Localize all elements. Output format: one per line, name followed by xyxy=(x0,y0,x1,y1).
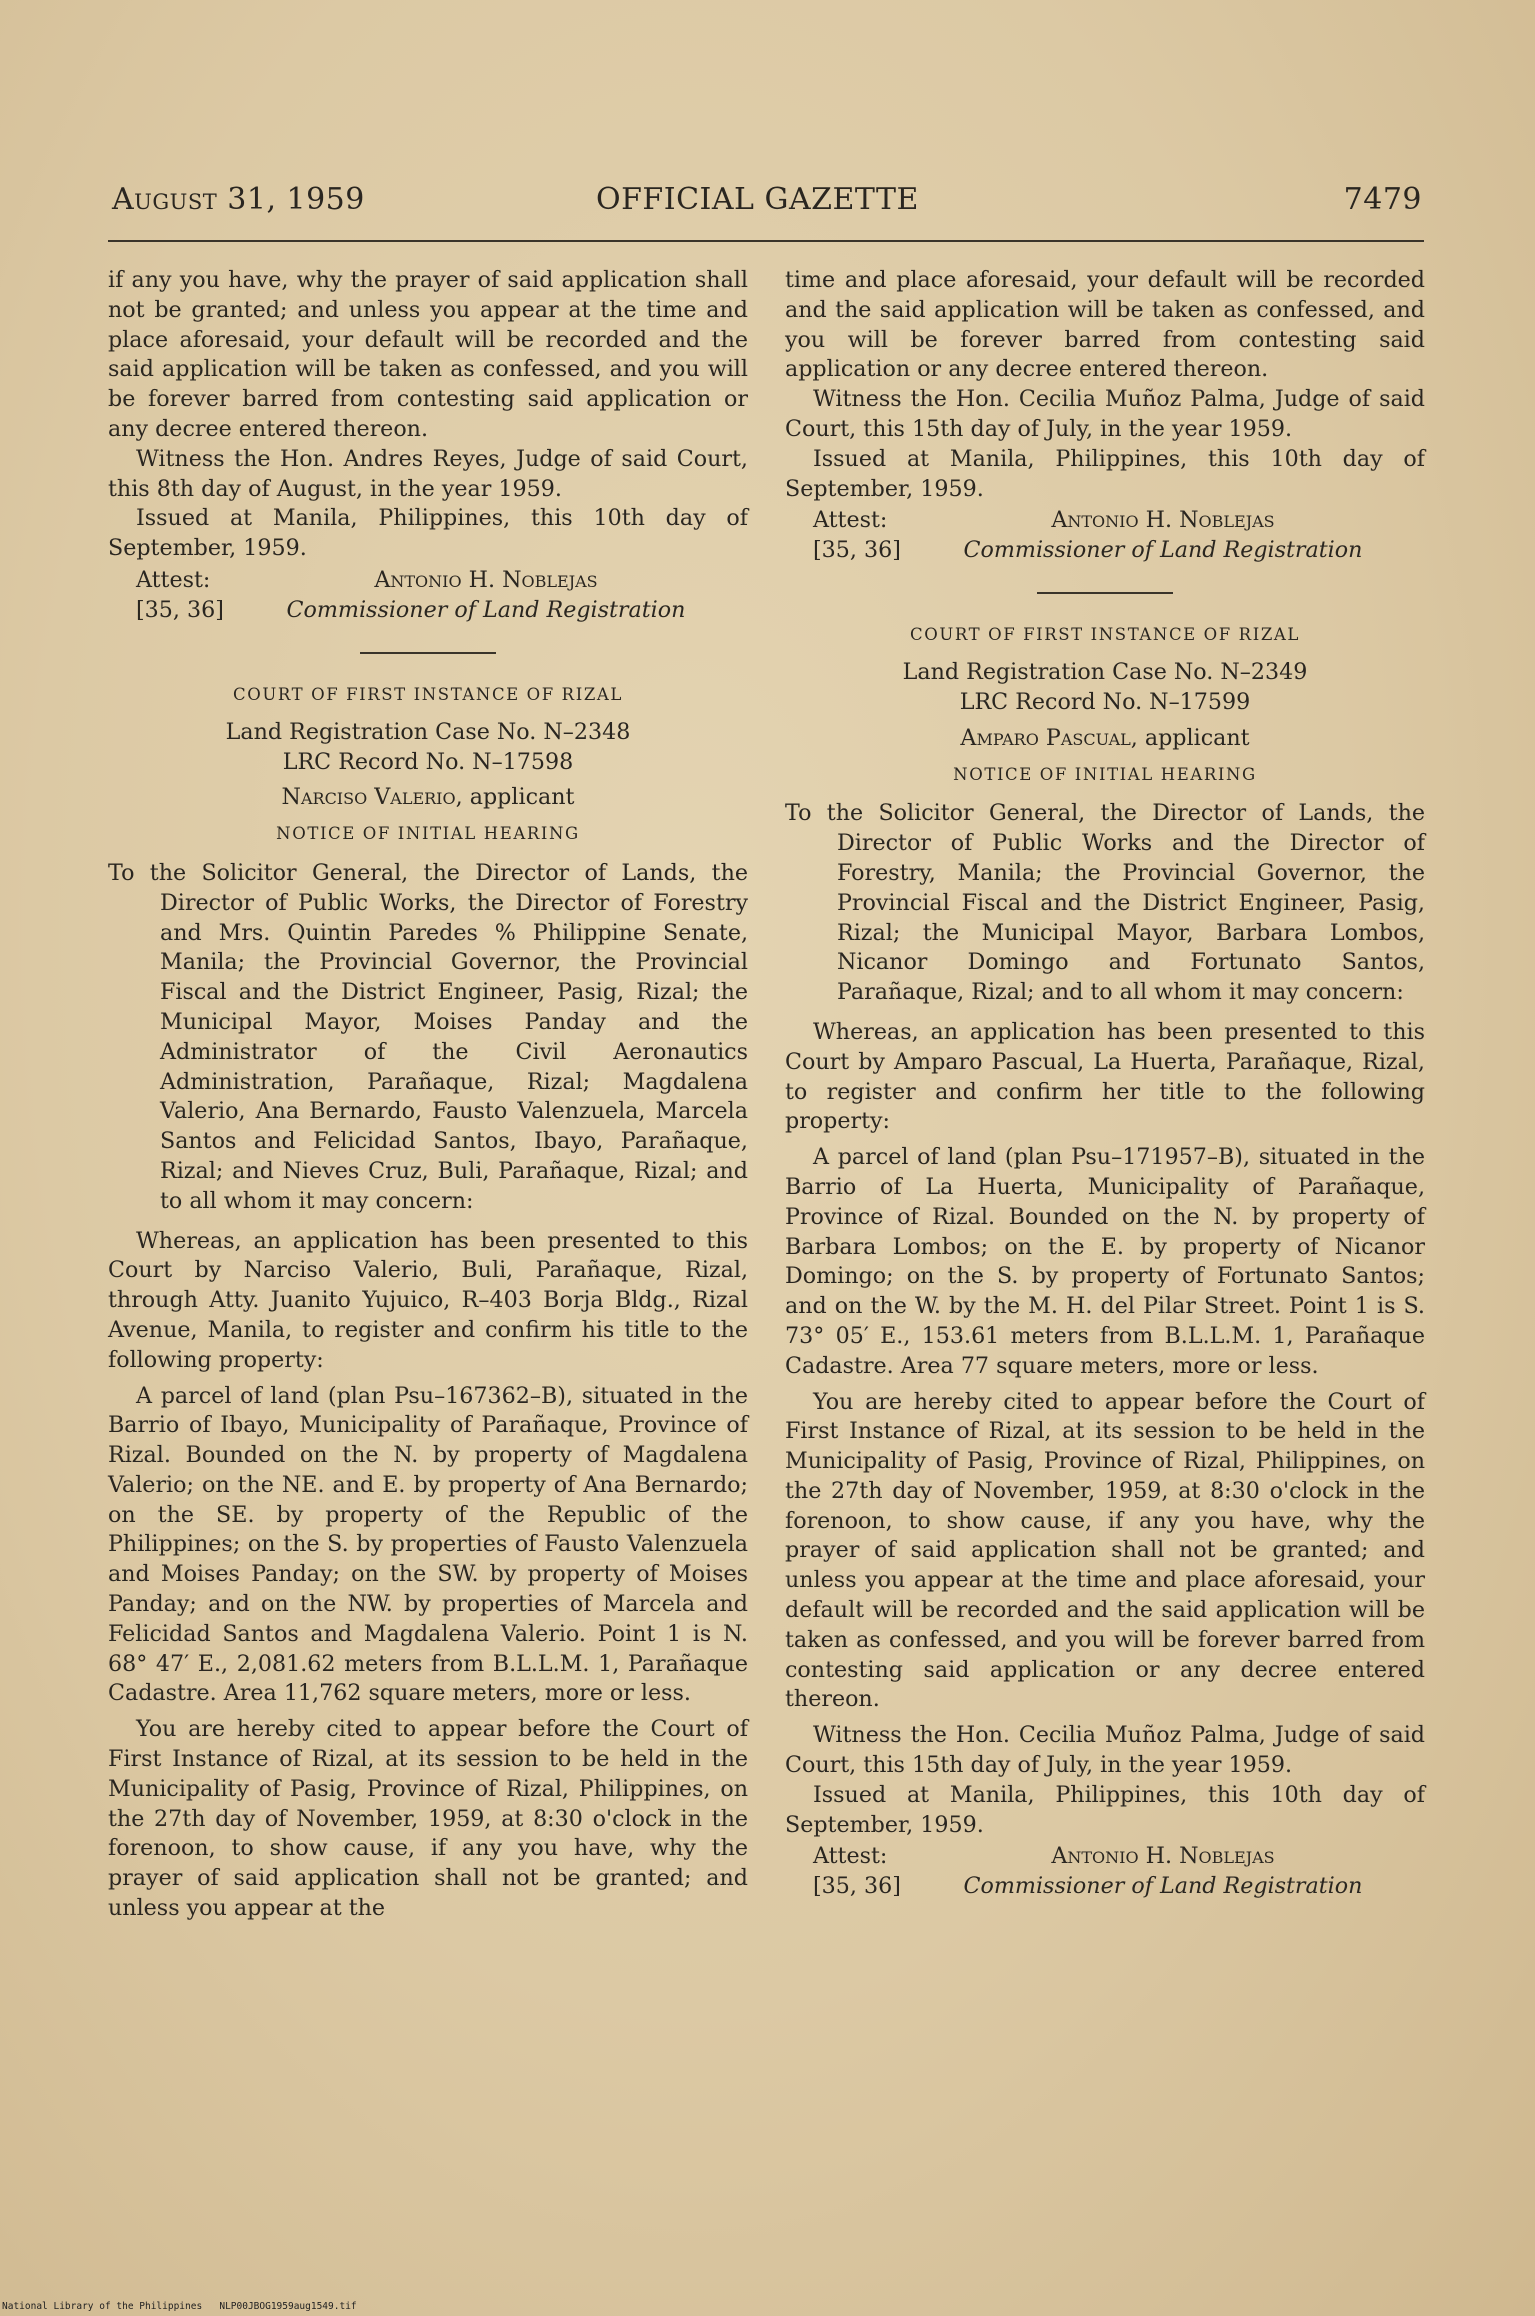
section-divider xyxy=(1037,592,1173,594)
witness-paragraph: Witness the Hon. Andres Reyes, Judge of said Court, this 8th day of August, in the year 1959. xyxy=(108,445,748,502)
applicant-name: Amparo Pascual, xyxy=(960,724,1138,751)
publication-title: OFFICIAL GAZETTE xyxy=(596,182,919,217)
attest-label: Attest: xyxy=(136,566,211,593)
court-heading: COURT OF FIRST INSTANCE OF RIZAL xyxy=(233,684,623,704)
attestation-2 xyxy=(785,1842,1425,1902)
citation-paragraph: You are hereby cited to appear before the Court of First Instance of Rizal, at its session to be held in the Municipality of Pasig, Province of Rizal, Philippines, on the 27th day of November, 1959, at 8:30 o'clock in the forenoon, to show cause, if any you have, why the prayer of said application shall not be granted; and unless you appear at the xyxy=(108,1716,748,1922)
right-column xyxy=(785,266,1425,1902)
attest-title: Commissioner of Land Registration xyxy=(963,1873,1363,1900)
attest-label: Attest: xyxy=(813,1843,888,1870)
whereas-paragraph: Whereas, an application has been presented to this Court by Amparo Pascual, La Huerta, Parañaque, Rizal, to register and confirm her title to the following property: xyxy=(785,1018,1425,1135)
record-number: LRC Record No. N–17599 xyxy=(959,688,1251,715)
witness-paragraph-2: Witness the Hon. Cecilia Muñoz Palma, Judge of said Court, this 15th day of July, in the year 1959. xyxy=(785,1722,1425,1779)
parcel-description: A parcel of land (plan Psu–171957–B), situated in the Barrio of La Huerta, Municipality of Parañaque, Province of Rizal. Bounded on the N. by property of Barbara Lombos; on the E. by property of Nicanor Domingo; on the S. by property of Fortunato Santos; and on the W. by the M. H. del Pilar Street. Point 1 is S. 73° 05′ E., 153.61 meters from B.L.L.M. 1, Parañaque Cadastre. Area 77 square meters, more or less. xyxy=(785,1144,1425,1379)
applicant-name: Narciso Valerio, xyxy=(281,784,463,811)
attest-name: Antonio H. Noblejas xyxy=(1051,507,1275,534)
attest-title: Commissioner of Land Registration xyxy=(963,537,1363,564)
record-number: LRC Record No. N–17598 xyxy=(282,748,574,775)
case-number: Land Registration Case No. N–2348 xyxy=(225,718,631,745)
attest-ref: [35, 36] xyxy=(136,596,224,623)
continued-paragraph: if any you have, why the prayer of said application shall not be granted; and unless you appear at the time and place aforesaid, your default will be recorded and the said application will be taken as confessed, and you will be forever barred from contesting said application or any decree entered thereon. xyxy=(108,267,748,442)
attest-ref: [35, 36] xyxy=(813,537,901,564)
library-credit: National Library of the Philippines xyxy=(2,2301,203,2312)
attest-name: Antonio H. Noblejas xyxy=(374,566,598,593)
applicant-role: applicant xyxy=(469,784,575,811)
header-rule xyxy=(108,240,1424,242)
citation-paragraph: You are hereby cited to appear before the Court of First Instance of Rizal, at its session to be held in the Municipality of Pasig, Province of Rizal, Philippines, on the 27th day of November, 1959, at 8:30 o'clock in the forenoon, to show cause, if any you have, why the prayer of said application shall not be granted; and unless you appear at the time and place aforesaid, your default will be recorded and the said application will be taken as confessed, and you will be forever barred from contesting said application or any decree entered thereon. xyxy=(785,1388,1425,1713)
whereas-paragraph: Whereas, an application has been presented to this Court by Narciso Valerio, Buli, Parañaque, Rizal, through Atty. Juanito Yujuico, R–403 Borja Bldg., Rizal Avenue, Manila, to register and confirm his title to the following property: xyxy=(108,1227,748,1373)
section-divider xyxy=(360,652,496,654)
issued-paragraph: Issued at Manila, Philippines, this 10th day of September, 1959. xyxy=(108,505,748,562)
attest-ref: [35, 36] xyxy=(813,1873,901,1900)
applicant-line xyxy=(108,783,748,813)
court-heading: COURT OF FIRST INSTANCE OF RIZAL xyxy=(910,625,1300,645)
issue-date: August 31, 1959 xyxy=(112,182,365,217)
witness-paragraph: Witness the Hon. Cecilia Muñoz Palma, Judge of said Court, this 15th day of July, in the year 1959. xyxy=(785,386,1425,442)
attestation xyxy=(785,506,1425,566)
attest-label: Attest: xyxy=(813,507,888,534)
notice-heading: NOTICE OF INITIAL HEARING xyxy=(953,764,1257,784)
left-column xyxy=(108,266,748,1924)
scan-filename: NLP00JBOG1959aug1549.tif xyxy=(219,2301,357,2312)
case-number: Land Registration Case No. N–2349 xyxy=(902,659,1308,686)
attest-name: Antonio H. Noblejas xyxy=(1051,1843,1275,1870)
parcel-description: A parcel of land (plan Psu–167362–B), situated in the Barrio of Ibayo, Municipality of Parañaque, Province of Rizal. Bounded on the N. by property of Magdalena Valerio; on the NE. and E. by property of Ana Bernardo; on the SE. by property of the Republic of the Philippines; on the S. by properties of Fausto Valenzuela and Moises Panday; on the SW. by property of Moises Panday; and on the NW. by properties of Marcela and Felicidad Santos and Magdalena Valerio. Point 1 is N. 68° 47′ E., 2,081.62 meters from B.L.L.M. 1, Parañaque Cadastre. Area 11,762 square meters, more or less. xyxy=(108,1382,748,1707)
attest-title: Commissioner of Land Registration xyxy=(286,596,686,623)
issued-paragraph: Issued at Manila, Philippines, this 10th day of September, 1959. xyxy=(785,445,1425,502)
applicant-role: applicant xyxy=(1144,724,1250,751)
notice-heading: NOTICE OF INITIAL HEARING xyxy=(276,824,580,844)
addressees: To the Solicitor General, the Director of Lands, the Director of Public Works, the Director of Forestry and Mrs. Quintin Paredes % Philippine Senate, Manila; the Provincial Governor, the Provincial Fiscal and the District Engineer, Pasig, Rizal; the Municipal Mayor, Moises Panday and the Administrator of the Civil Aeronautics Administration, Parañaque, Rizal; Magdalena Valerio, Ana Bernardo, Fausto Valenzuela, Marcela Santos and Felicidad Santos, Ibayo, Parañaque, Rizal; and Nieves Cruz, Buli, Parañaque, Rizal; and to all whom it may concern: xyxy=(108,859,748,1214)
addressees: To the Solicitor General, the Director of Lands, the Director of Public Works and the Director of Forestry, Manila; the Provincial Governor, the Provincial Fiscal and the District Engineer, Pasig, Rizal; the Municipal Mayor, Barbara Lombos, Nicanor Domingo and Fortunato Santos, Parañaque, Rizal; and to all whom it may concern: xyxy=(785,800,1425,1006)
applicant-line xyxy=(785,724,1425,754)
scan-footer xyxy=(2,2301,357,2312)
attestation xyxy=(108,566,748,626)
page-number: 7479 xyxy=(1343,182,1422,217)
issued-paragraph-2: Issued at Manila, Philippines, this 10th day of September, 1959. xyxy=(785,1781,1425,1838)
continued-paragraph: time and place aforesaid, your default will be recorded and the said application will be taken as confessed, and you will be forever barred from contesting said application or any decree entered thereon. xyxy=(785,267,1425,383)
page-header xyxy=(112,182,1422,226)
